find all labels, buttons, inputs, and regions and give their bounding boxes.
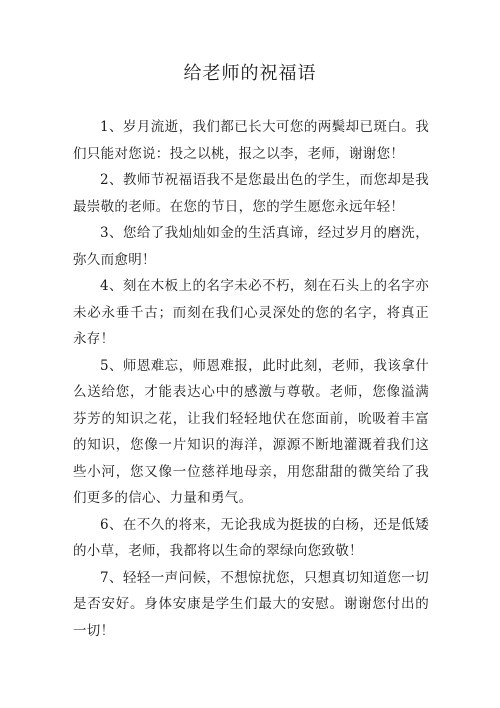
document-body bbox=[73, 114, 429, 644]
paragraph-4: 4、刻在木板上的名字未必不朽，刻在石头上的名字亦未必永垂千古；而刻在我们心灵深处的您的名字，将真正永存！ bbox=[73, 278, 429, 347]
paragraph-3: 3、您给了我灿灿如金的生活真谛，经过岁月的磨洗，弥久而愈明！ bbox=[73, 225, 429, 268]
document-title: 给老师的祝福语 bbox=[183, 63, 317, 84]
paragraph-6: 6、在不久的将来，无论我成为挺拔的白杨，还是低矮的小草，老师，我都将以生命的翠绿向您致敬！ bbox=[73, 516, 429, 559]
paragraph-7: 7、轻轻一声问候，不想惊扰您，只想真切知道您一切是否安好。身体安康是学生们最大的安慰。谢谢您付出的一切！ bbox=[73, 569, 429, 639]
paragraph-5: 5、师恩难忘，师恩难报，此时此刻，老师，我该拿什么送给您，才能表达心中的感激与尊敬。老师，您像溢满芬芳的知识之花，让我们轻轻地伏在您面前，吮吸着丰富的知识，您像一片知识的海洋，源源不断地灌溉着我们这些小河，您又像一位慈祥地母亲，用您甜甜的微笑给了我们更多的信心、力量和勇气。 bbox=[73, 357, 429, 506]
paragraph-2: 2、教师节祝福语我不是您最出色的学生，而您却是我最崇敬的老师。在您的节日，您的学生愿您永远年轻！ bbox=[73, 172, 429, 215]
paragraph-1: 1、岁月流逝，我们都已长大可您的两鬓却已斑白。我们只能对您说：投之以桃，报之以李，老师，谢谢您！ bbox=[73, 119, 429, 162]
